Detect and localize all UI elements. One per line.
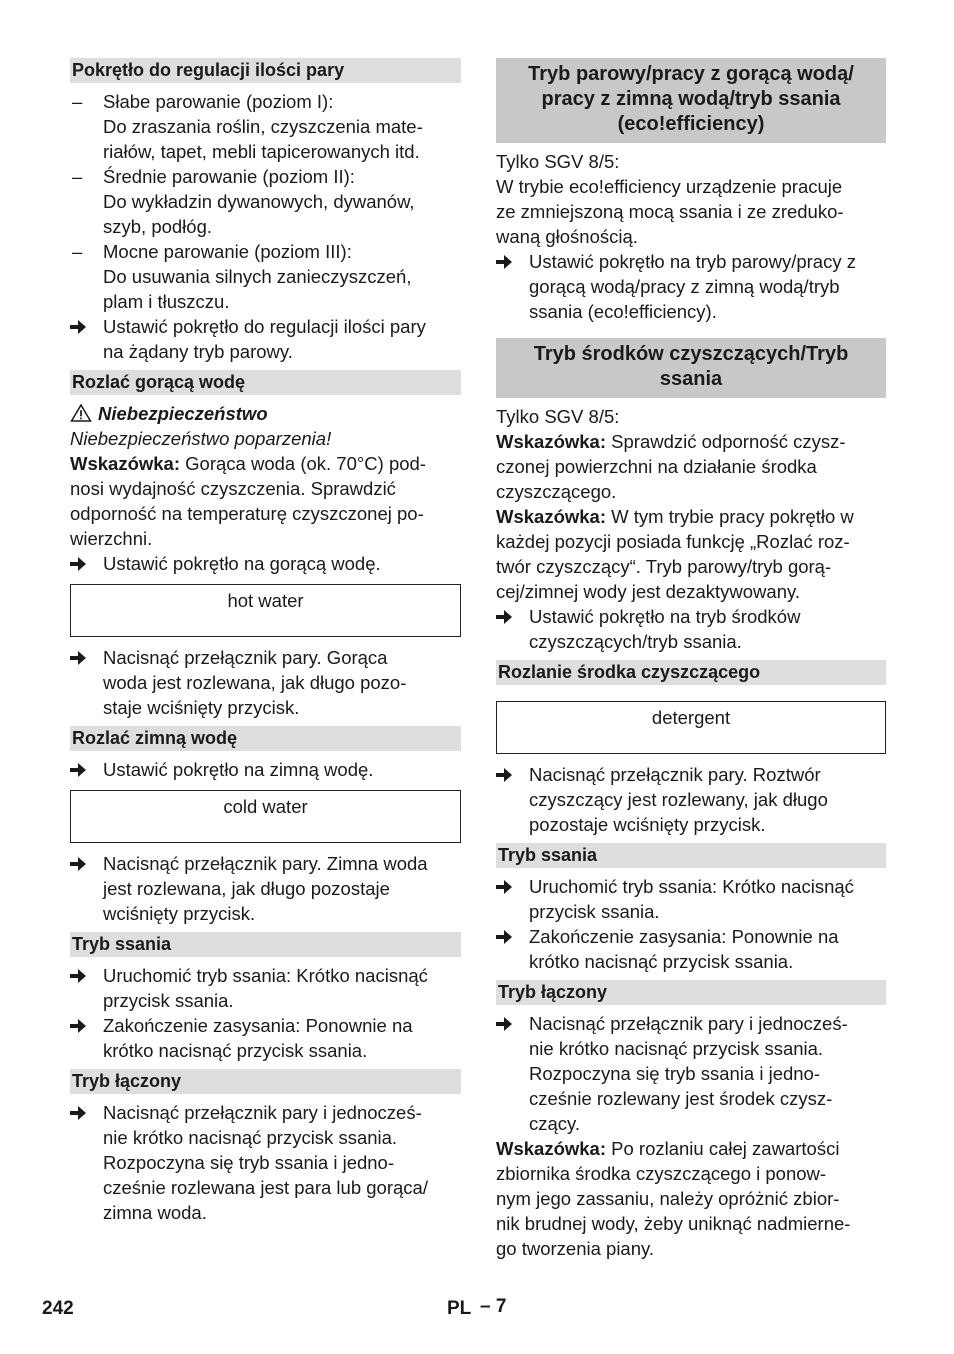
dash-marker: –: [72, 91, 83, 112]
instruction-step: [70, 314, 461, 364]
list-item-text: Średnie parowanie (poziom II): Do wykładzin dywanowych, dywanów, szyb, podłóg.: [103, 166, 415, 237]
warning-label: Niebezpieczeństwo: [98, 403, 268, 424]
section-title-suction: Tryb ssania: [496, 843, 886, 868]
dial-position-box: hot water: [70, 584, 461, 637]
section-page-number: – 7: [480, 1296, 507, 1317]
note-paragraph: [70, 451, 461, 551]
step-text: Nacisnąć przełącznik pary i jednocześ- nie krótko nacisnąć przycisk ssania. Rozpoczyna się tryb ssania i jedno- cześnie rozlewana jest para lub gorąca/ zimna woda.: [103, 1102, 428, 1223]
instruction-step: [496, 874, 886, 924]
dial-position-box: detergent: [496, 701, 886, 754]
arrow-right-icon: [496, 768, 512, 782]
warning-triangle-icon: [70, 404, 92, 422]
arrow-right-icon: [70, 969, 86, 983]
step-text: Zakończenie zasysania: Ponownie na krótko nacisnąć przycisk ssania.: [529, 926, 839, 972]
section-title-cold-water: Rozlać zimną wodę: [70, 726, 461, 751]
step-text: Ustawić pokrętło na gorącą wodę.: [103, 553, 381, 574]
instruction-step: [70, 963, 461, 1013]
section-title-combined: Tryb łączony: [496, 980, 886, 1005]
model-note: Tylko SGV 8/5:: [496, 406, 620, 427]
note-text: Sprawdzić odporność czysz- czonej powierzchni na działanie środka czyszczącego.: [496, 431, 846, 502]
section-title-hot-water: Rozlać gorącą wodę: [70, 370, 461, 395]
warning-text: Niebezpieczeństwo poparzenia!: [70, 428, 332, 449]
note-text: Gorąca woda (ok. 70°C) pod- nosi wydajność czyszczenia. Sprawdzić odporność na temperaturę czyszczonej po- wierzchni.: [70, 453, 426, 549]
page-number: 242: [42, 1298, 74, 1319]
instruction-step: [496, 249, 886, 324]
list-item-text: Słabe parowanie (poziom I): Do zraszania roślin, czyszczenia mate- riałów, tapet, mebli tapicerowanych itd.: [103, 91, 423, 162]
model-note: Tylko SGV 8/5:: [496, 151, 620, 172]
section-title-steam-regulator: Pokrętło do regulacji ilości pary: [70, 58, 461, 83]
arrow-right-icon: [70, 651, 86, 665]
section-title-pour-detergent: Rozlanie środka czyszczącego: [496, 660, 886, 685]
step-text: Ustawić pokrętło do regulacji ilości pary na żądany tryb parowy.: [103, 316, 426, 362]
section-title-suction: Tryb ssania: [70, 932, 461, 957]
instruction-step: [496, 924, 886, 974]
instruction-step: [70, 645, 461, 720]
left-column: [70, 58, 461, 1225]
paragraph: W trybie eco!efficiency urządzenie pracuje ze zmniejszoną mocą ssania i ze zreduko- waną głośnością.: [496, 176, 844, 247]
step-text: Nacisnąć przełącznik pary. Roztwór czyszczący jest rozlewany, jak długo pozostaje wciśnięty przycisk.: [529, 764, 828, 835]
list-item: [70, 164, 461, 239]
instruction-step: [70, 1013, 461, 1063]
arrow-right-icon: [496, 255, 512, 269]
instruction-step: [70, 1100, 461, 1225]
step-text: Nacisnąć przełącznik pary. Gorąca woda jest rozlewana, jak długo pozo- staje wciśnięty przycisk.: [103, 647, 407, 718]
step-text: Uruchomić tryb ssania: Krótko nacisnąć przycisk ssania.: [529, 876, 854, 922]
step-text: Ustawić pokrętło na tryb środków czyszczących/tryb ssania.: [529, 606, 801, 652]
dash-marker: –: [72, 166, 83, 187]
arrow-right-icon: [496, 1017, 512, 1031]
instruction-step: [70, 551, 461, 576]
right-column: [496, 58, 886, 1261]
note-label: Wskazówka:: [70, 453, 181, 474]
dial-position-box: cold water: [70, 790, 461, 843]
arrow-right-icon: [70, 1106, 86, 1120]
arrow-right-icon: [70, 763, 86, 777]
note-label: Wskazówka:: [496, 1138, 607, 1159]
step-text: Ustawić pokrętło na tryb parowy/pracy z gorącą wodą/pracy z zimną wodą/tryb ssania (eco!efficiency).: [529, 251, 856, 322]
note-label: Wskazówka:: [496, 506, 607, 527]
step-text: Nacisnąć przełącznik pary i jednocześ- nie krótko nacisnąć przycisk ssania. Rozpoczyna się tryb ssania i jedno- cześnie rozlewany jest środek czysz- czący.: [529, 1013, 848, 1134]
list-item-text: Mocne parowanie (poziom III): Do usuwania silnych zanieczyszczeń, plam i tłuszczu.: [103, 241, 412, 312]
arrow-right-icon: [70, 1019, 86, 1033]
note-text: Po rozlaniu całej zawartości zbiornika środka czyszczącego i ponow- nym jego zassaniu, należy opróżnić zbior- nik brudnej wody, żeby uniknąć nadmierne- go tworzenia piany.: [496, 1138, 851, 1259]
instruction-step: [70, 851, 461, 926]
step-text: Ustawić pokrętło na zimną wodę.: [103, 759, 374, 780]
note-paragraph: [496, 429, 886, 504]
section-title-combined: Tryb łączony: [70, 1069, 461, 1094]
section-title-detergent-mode: Tryb środków czyszczących/Tryb ssania: [496, 338, 886, 398]
step-text: Zakończenie zasysania: Ponownie na krótko nacisnąć przycisk ssania.: [103, 1015, 413, 1061]
instruction-step: [70, 757, 461, 782]
arrow-right-icon: [496, 930, 512, 944]
list-item: [70, 89, 461, 164]
arrow-right-icon: [496, 610, 512, 624]
arrow-right-icon: [70, 857, 86, 871]
dash-marker: –: [72, 241, 83, 262]
step-text: Uruchomić tryb ssania: Krótko nacisnąć przycisk ssania.: [103, 965, 428, 1011]
note-paragraph: [496, 504, 886, 604]
instruction-step: [496, 762, 886, 837]
instruction-step: [496, 1011, 886, 1136]
arrow-right-icon: [496, 880, 512, 894]
arrow-right-icon: [70, 557, 86, 571]
list-item: [70, 239, 461, 314]
instruction-step: [496, 604, 886, 654]
step-text: Nacisnąć przełącznik pary. Zimna woda jest rozlewana, jak długo pozostaje wciśnięty przycisk.: [103, 853, 428, 924]
arrow-right-icon: [70, 320, 86, 334]
note-text: W tym trybie pracy pokrętło w każdej pozycji posiada funkcję „Rozlać roz- twór czyszczący“. Tryb parowy/tryb gorą- cej/zimnej wody jest dezaktywowany.: [496, 506, 854, 602]
language-code: PL: [447, 1298, 472, 1319]
warning-heading: [70, 401, 461, 426]
section-title-eco-efficiency: Tryb parowy/pracy z gorącą wodą/ pracy z zimną wodą/tryb ssania (eco!efficiency): [496, 58, 886, 143]
note-label: Wskazówka:: [496, 431, 607, 452]
note-paragraph: [496, 1136, 886, 1261]
